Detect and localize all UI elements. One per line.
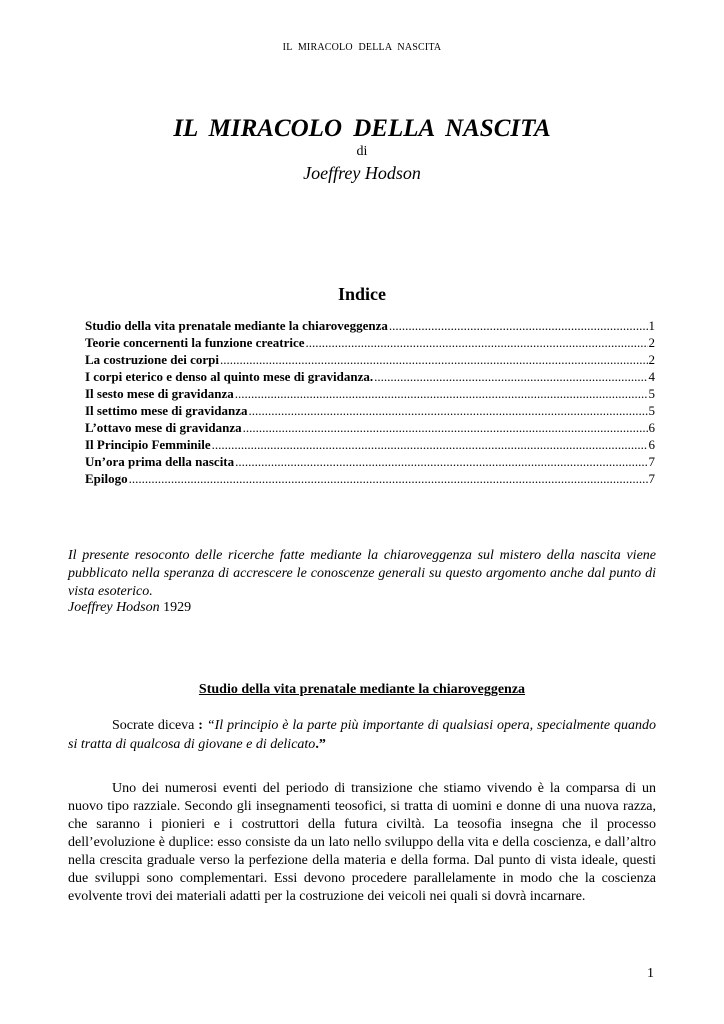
toc-dot-leader: [306, 335, 648, 351]
toc-entry-page: 4: [648, 369, 655, 384]
toc-dot-leader: [374, 369, 647, 385]
toc-entry[interactable]: [85, 403, 655, 420]
toc-entry[interactable]: [85, 352, 655, 369]
page-number: 1: [647, 966, 654, 981]
toc-entry-page: 1: [648, 318, 655, 333]
toc-entry[interactable]: [85, 471, 655, 488]
toc-entry-page: 6: [648, 437, 655, 452]
toc-entry-page: 6: [648, 420, 655, 435]
signature-year: 1929: [163, 600, 192, 615]
toc-entry[interactable]: [85, 437, 655, 454]
toc-entry[interactable]: [85, 454, 655, 471]
toc-entry-title: Il sesto mese di gravidanza: [85, 386, 234, 401]
quote-text: “Il principio è la parte più importante di qualsiasi opera, specialmente quando si tratta di qualcosa di giovane e di delicato: [68, 718, 656, 752]
toc-entry-title: Il Principio Femminile: [85, 437, 211, 452]
toc-dot-leader: [235, 454, 647, 470]
quote-colon: :: [198, 718, 203, 733]
toc-dot-leader: [243, 420, 648, 436]
document-author: Joeffrey Hodson: [303, 163, 421, 183]
toc-dot-leader: [129, 471, 648, 487]
toc-entry-page: 7: [648, 471, 655, 486]
table-of-contents: [85, 318, 655, 488]
toc-entry-page: 2: [648, 335, 655, 350]
toc-entry-page: 7: [648, 454, 655, 469]
title-by-word: di: [356, 144, 368, 159]
toc-entry-title: I corpi eterico e denso al quinto mese di gravidanza.: [85, 369, 374, 384]
toc-entry-page: 5: [648, 403, 655, 418]
toc-dot-leader: [389, 318, 648, 334]
quote-intro: Socrate diceva: [112, 718, 199, 733]
toc-dot-leader: [235, 386, 648, 402]
toc-entry[interactable]: [85, 318, 655, 335]
quote-end: .”: [315, 737, 326, 752]
toc-entry-page: 5: [648, 386, 655, 401]
toc-entry[interactable]: [85, 386, 655, 403]
running-header: IL MIRACOLO DELLA NASCITA: [282, 42, 442, 53]
preface-signature: [68, 600, 191, 616]
toc-entry-title: Teorie concernenti la funzione creatrice: [85, 335, 305, 350]
toc-dot-leader: [220, 352, 648, 368]
toc-entry-title: Il settimo mese di gravidanza: [85, 403, 248, 418]
toc-entry-page: 2: [648, 352, 655, 367]
toc-entry-title: Un’ora prima della nascita: [85, 454, 235, 469]
toc-entry-title: Studio della vita prenatale mediante la chiaroveggenza: [85, 318, 388, 333]
toc-entry-title: La costruzione dei corpi: [85, 352, 219, 367]
document-title: IL MIRACOLO DELLA NASCITA: [173, 115, 551, 142]
toc-dot-leader: [212, 437, 648, 453]
body-paragraph: Uno dei numerosi eventi del periodo di transizione che stiamo vivendo è la comparsa di un nuovo tipo razziale. Secondo gli insegnamenti teosofici, si tratta di uomini e donne di una nuova razza, che saranno i pionieri e i costruttori della futura civiltà. La teosofia insegna che il processo dell’evoluzione è duplice: esso consiste da un lato nello sviluppo della vita e della coscienza, e dall’altro nella crescita graduale verso la perfezione della materia e della forma. Dal punto di vista ideale, questi due sviluppi sono complementari. Essi devono procedere parallelamente in modo che la coscienza evolvente trovi dei materiali adatti per la costruzione dei veicoli nei quali si dovrà incarnare.: [68, 781, 656, 904]
toc-dot-leader: [248, 403, 647, 419]
opening-quote: [68, 716, 656, 754]
toc-entry-title: L’ottavo mese di gravidanza: [85, 420, 242, 435]
section-heading: Studio della vita prenatale mediante la chiaroveggenza: [198, 682, 526, 697]
toc-entry[interactable]: [85, 420, 655, 437]
toc-heading: Indice: [337, 284, 386, 304]
toc-entry[interactable]: [85, 335, 655, 352]
signature-name: Joeffrey Hodson: [68, 600, 160, 615]
toc-entry-title: Epilogo: [85, 471, 128, 486]
preface-paragraph: Il presente resoconto delle ricerche fatte mediante la chiaroveggenza sul mistero della nascita viene pubblicato nella speranza di accrescere le conoscenze generali su questo argomento anche dal punto di vista esoterico.: [68, 548, 656, 599]
toc-entry[interactable]: [85, 369, 655, 386]
